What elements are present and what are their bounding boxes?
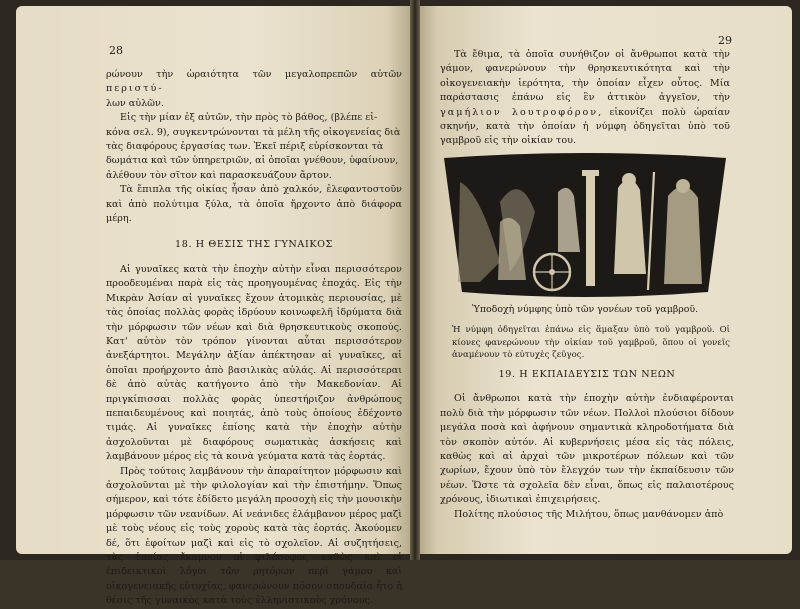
figure-note: Ἡ νύμφη ὁδηγεῖται ἐπάνω εἰς ἅμαξαν ὑπὸ τοῦ γαμβροῦ. Οἱ κίονες φανερώνουν τὴν οἰκίαν τοῦ γαμβροῦ, ὅπου οἱ γονεῖς ἀναμένουν τὸ εὐτυχὲς ζεῦγος. (452, 325, 730, 361)
paragraph: Τὰ ἔπιπλα τῆς οἰκίας ἦσαν ἀπὸ χαλκόν, ἐλεφαντοστοῦν καὶ ἀπὸ πολύτιμα ξύλα, τὰ ὁποῖα ἤρχοντο ἀπὸ διάφορα μέρη. (106, 184, 402, 225)
paragraph: Πρὸς τούτοις λαμβάνουν τὴν ἀπαραίτητον μόρφωσιν καὶ ἀσχολοῦνται μὲ τὴν φιλολογίαν καὶ τὴν ἐπιστήμην. Ὅπως σήμερον, καὶ τότε ἐδίδετο μεγάλη προσοχὴ εἰς τὴν μουσικὴν μόρφωσιν τῶν νεανίδων. Αἱ νεάνιδες ἐλάμβανον μέρος μαζὶ μὲ τοὺς νέους εἰς τοὺς χοροὺς κατὰ τὰς ἑορτάς. Ἀκούομεν δέ, ὅτι ἐφοίτων μαζὶ καὶ εἰς τὸ σχολεῖον. Αἱ συζητήσεις, τὰς ὁποίας ἔκαμνον οἱ φιλόσοφοι, καθὼς καὶ οἱ ἐπιδεικτικοὶ λόγοι τῶν ρητόρων περὶ γάμου καὶ οἰκογενειακῆς εὐτυχίας, φανερώνουν πόσον σπουδαία ἦτο ἡ θέσις τῆς γυναικὸς κατὰ τοὺς ἑλληνιστικοὺς χρόνους. (106, 465, 402, 607)
right-page (420, 6, 792, 554)
text-line-start: ρώνουν τὴν ὡραιότητα τῶν μεγαλοπρεπῶν αὐτῶν (106, 69, 402, 80)
section-heading: 19. Η ΕΚΠΑΙΔΕΥΣΙΣ ΤΩΝ ΝΕΩΝ (498, 369, 676, 380)
text-line: Εἰς τὴν μίαν ἐξ αὐτῶν, τὴν πρὸς τὸ βάθος, (βλέπε εἰ- (120, 112, 378, 124)
figure-caption: Ὑποδοχὴ νύμφης ὑπὸ τῶν γονέων τοῦ γαμβροῦ. (471, 304, 699, 315)
section-heading: 18. Η ΘΕΣΙΣ ΤΗΣ ΓΥΝΑΙΚΟΣ (175, 239, 333, 251)
paragraph (440, 48, 730, 149)
page-number-right: 29 (718, 34, 732, 47)
text-line: ἀλέθουν τὸν σῖτον καὶ παρασκευάζουν ἄρτον. (106, 169, 332, 181)
text-line: τὰς διαφόρους ἐργασίας των. Ἐκεῖ πέριξ εὑρίσκονται τὰ (106, 141, 384, 153)
page-number-left: 28 (109, 44, 123, 57)
right-text-column (440, 368, 734, 522)
text-line: δωμάτια καὶ τῶν ὑπηρετριῶν, αἱ ὁποῖαι γνέθουν, ὑφαίνουν, (106, 155, 399, 167)
text-line (106, 68, 402, 97)
paragraph-lead: Τὰ ἔθιμα, τὰ ὁποῖα συνήθιζον οἱ ἄνθρωποι κατὰ τὴν γάμον, φανερώνουν τὴν θρησκευτικότητα καὶ τὴν οἰκογενειακὴν ἱερότητα, τὴν ὁποίαν εἶχεν οὗτος. Μία παράστασις ἐπάνω εἰς ἓν ἀττικὸν ἀγγεῖον, τὴν (440, 49, 730, 104)
spaced-word: περιστύ- (106, 83, 164, 95)
text-line: κόνα σελ. 9), συγκεντρώνονται τὰ μέλη τῆς οἰκογενείας διὰ (106, 126, 401, 138)
book-gutter (410, 0, 420, 560)
text-line: λων αὐλῶν. (106, 97, 164, 109)
paragraph-tail: , εἰκονίζει πολὺ ὡραίαν σκηνήν, κατὰ τὴν ὁποίαν ἡ νύμφη ὁδηγεῖται ὑπὸ τοῦ γαμβροῦ εἰς τὴν οἰκίαν του. (440, 106, 730, 147)
left-page (16, 6, 410, 607)
left-text-column (106, 68, 402, 609)
spaced-term: γαμήλιον λουτροφόρον (440, 106, 599, 118)
paragraph: Πολίτης πλούσιος τῆς Μιλήτου, ὅπως μανθάνομεν ἀπὸ (454, 508, 724, 520)
paragraph: Αἱ γυναῖκες κατὰ τὴν ἐποχὴν αὐτὴν εἶναι περισσότερον προοδευμέναι παρὰ εἰς τὰς προηγουμένας ἐποχάς. Εἰς τὴν Μικρὰν Ἀσίαν αἱ γυναῖκες ἔχουν ἀτομικὰς περιουσίας, μὲ τὰς ὁποίας πολλὰς φορὰς ἱδρύουν κοινωφελῆ ἱδρύματα διὰ τὴν μόρφωσιν τῶν νέων καὶ διὰ θρησκευτικοὺς σκοπούς. Κατ' αὐτὸν τὸν τρόπον γίνονται αὗται περισσότερον ἀνεξάρτητοι. Μεγάλην ἀξίαν ἀπέκτησαν αἱ γυναῖκες, αἱ ὁποῖαι προήρχοντο ἀπὸ βασιλικὰς αὐλάς. Αἱ περισσότεραι δὲ ἀπὸ αὐτὰς κατήγοντο ἀπὸ τὴν Μακεδονίαν. Αἱ πριγκίπισσαι πολλὰς φορὰς ὑπεστήριζον ἀνθρώπους πεπαιδευμένους καὶ ποιητάς, ἀπὸ τοὺς ὁποίους ἐδέχοντο τιμάς. Αἱ γυναῖκες ἐπίσης κατὰ τὴν ἐποχὴν αὐτὴν ἀσχολοῦνται μὲ διαφόρους σωματικὰς ἀσκήσεις καὶ λαμβάνουν μέρος εἰς τὰ κοινὰ γεύματα κατὰ τὰς ἑορτάς. (106, 263, 402, 463)
paragraph: Οἱ ἄνθρωποι κατὰ τὴν ἐποχὴν αὐτὴν ἐνδιαφέρονται πολὺ διὰ τὴν μόρφωσιν τῶν νέων. Πολλοὶ πλούσιοι δίδουν μεγάλα ποσὰ καὶ ἀφήνουν σημαντικὰ κληροδοτήματα διὰ τὸν σκοπὸν αὐτόν. Αἱ κυβερνήσεις μέσα εἰς τὰς πόλεις, καθὼς καὶ αἱ ἀρχαὶ τῶν μικροτέρων πόλεων καὶ τῶν χωρίων, ἔχουν ὑπὸ τὸν ἔλεγχόν των τὴν ἐκπαίδευσιν τῶν νέων. Ὥστε τὰ σχολεῖα δὲν εἶναι, ὅπως εἰς παλαιοτέρους χρόνους, ἰδιωτικαὶ ἐπιχειρήσεις. (440, 393, 734, 506)
vase-illustration (440, 152, 730, 298)
right-intro-text (440, 48, 730, 149)
